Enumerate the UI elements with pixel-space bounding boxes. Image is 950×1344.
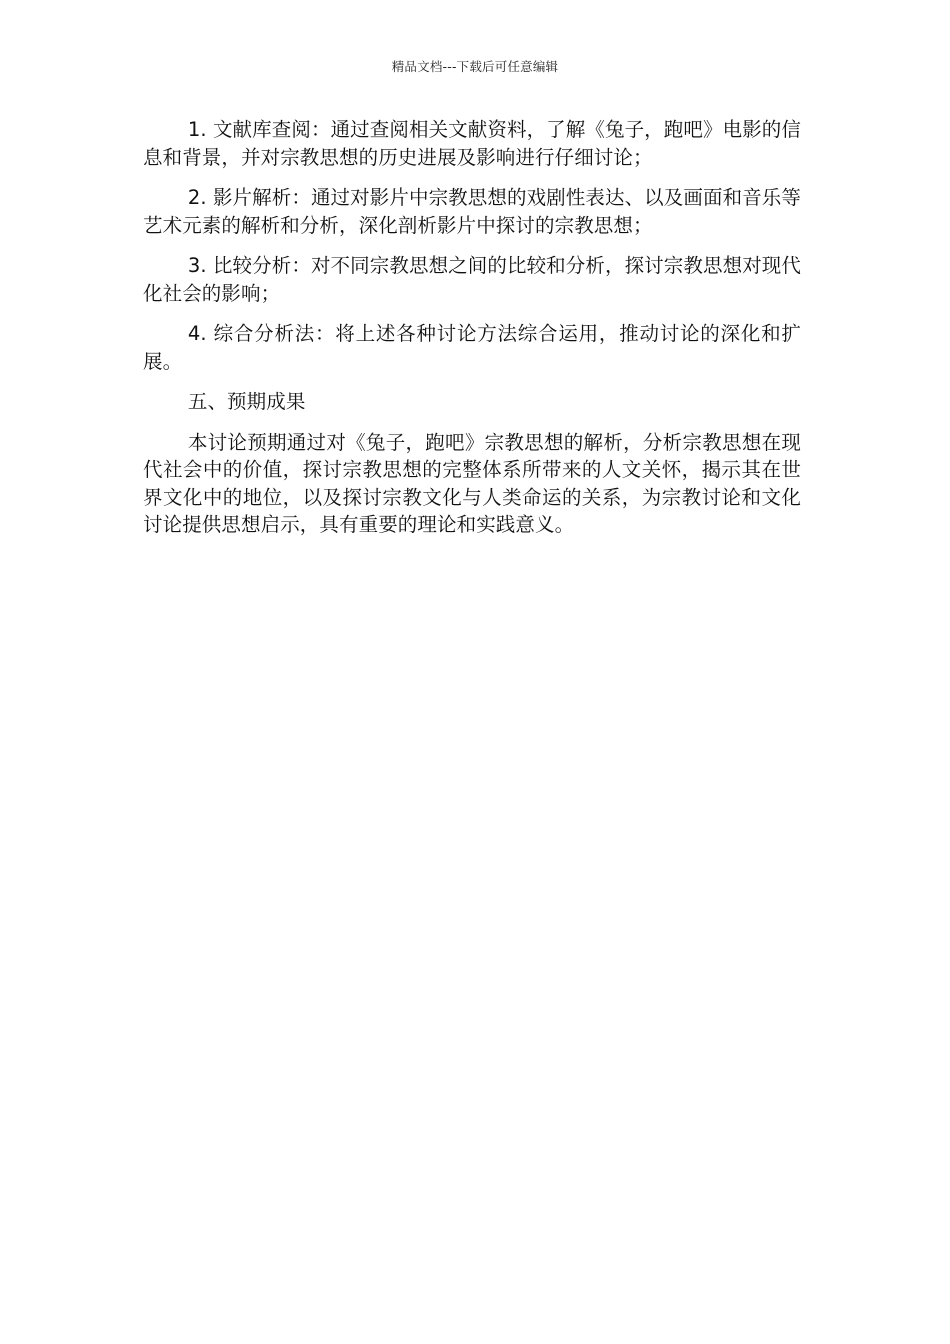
method-item-comprehensive: 4. 综合分析法：将上述各种讨论方法综合运用，推动讨论的深化和扩展。	[143, 322, 801, 373]
section-heading-expected-results: 五、预期成果	[187, 390, 306, 413]
document-body	[143, 116, 801, 552]
page-header: 精品文档---下载后可任意编辑	[391, 59, 559, 74]
method-item-comparison: 3. 比较分析：对不同宗教思想之间的比较和分析，探讨宗教思想对现代化社会的影响；	[143, 254, 801, 305]
method-item-literature: 1. 文献库查阅：通过查阅相关文献资料，了解《兔子，跑吧》电影的信息和背景，并对宗教思想的历史进展及影响进行仔细讨论；	[143, 118, 801, 169]
expected-results-paragraph: 本讨论预期通过对《兔子，跑吧》宗教思想的解析，分析宗教思想在现代社会中的价值，探讨宗教思想的完整体系所带来的人文关怀，揭示其在世界文化中的地位，以及探讨宗教文化与人类命运的关系，为宗教讨论和文化讨论提供思想启示，具有重要的理论和实践意义。	[143, 430, 801, 536]
method-item-film-analysis: 2. 影片解析：通过对影片中宗教思想的戏剧性表达、以及画面和音乐等艺术元素的解析和分析，深化剖析影片中探讨的宗教思想；	[143, 186, 801, 237]
